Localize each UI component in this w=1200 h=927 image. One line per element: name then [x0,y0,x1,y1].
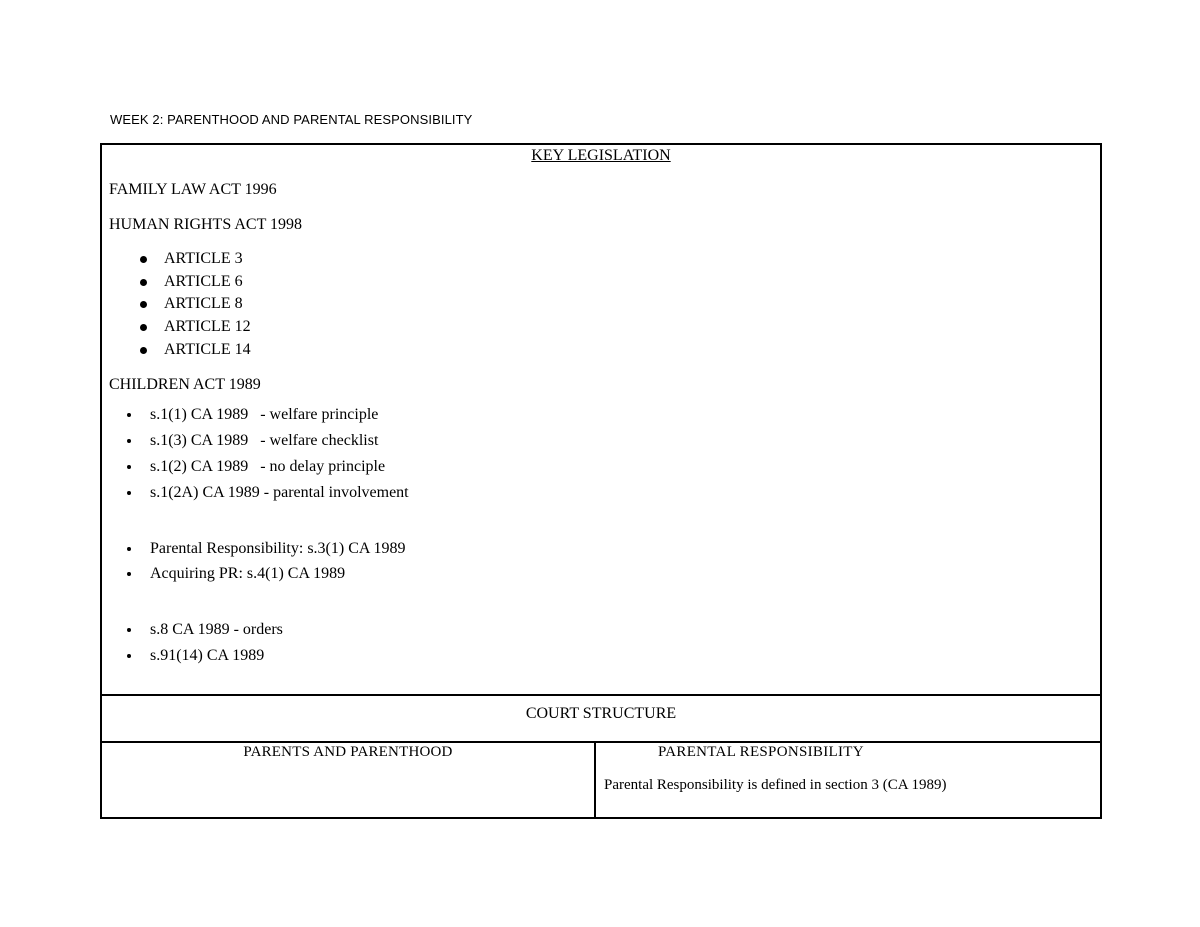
bullet-icon [127,654,131,658]
bullet-icon [140,324,147,331]
section-label: s.8 CA 1989 - orders [150,621,283,638]
section-label: s.1(2) CA 1989 - no delay principle [150,458,386,475]
article-label: ARTICLE 3 [164,250,243,267]
article-label: ARTICLE 14 [164,341,251,358]
article-label: ARTICLE 8 [164,295,243,312]
section-label: s.1(3) CA 1989 - welfare checklist [150,432,379,449]
section-label: Acquiring PR: s.4(1) CA 1989 [150,565,346,582]
key-legislation-cell [102,145,1100,696]
key-legislation-title: KEY LEGISLATION [531,147,671,164]
parental-responsibility-cell [596,743,1100,817]
parental-responsibility-text: Parental Responsibility is defined in section 3 (CA 1989) [604,777,947,793]
bullet-icon [127,628,131,632]
human-rights-act-heading: HUMAN RIGHTS ACT 1998 [109,216,303,233]
parents-title: PARENTS AND PARENTHOOD [243,744,453,760]
family-law-act-heading: FAMILY LAW ACT 1996 [109,181,277,198]
section-label: s.1(1) CA 1989 - welfare principle [150,406,379,423]
article-label: ARTICLE 6 [164,273,243,290]
court-structure-cell [102,696,1100,743]
bullet-icon [140,256,147,263]
bullet-icon [127,572,131,576]
bullet-icon [140,279,147,286]
bullet-icon [140,301,147,308]
section-label: s.1(2A) CA 1989 - parental involvement [150,484,409,501]
court-structure-title: COURT STRUCTURE [525,705,677,722]
parents-cell [102,743,596,817]
section-label: Parental Responsibility: s.3(1) CA 1989 [150,540,406,557]
bullet-icon [127,547,131,551]
legislation-table [100,143,1102,819]
parental-responsibility-title: PARENTAL RESPONSIBILITY [658,744,864,760]
bullet-icon [140,347,147,354]
section-label: s.91(14) CA 1989 [150,647,265,664]
page-heading: WEEK 2: PARENTHOOD AND PARENTAL RESPONSIBILITY [110,112,473,127]
bullet-icon [127,439,131,443]
bullet-icon [127,413,131,417]
bullet-icon [127,465,131,469]
bottom-row [102,743,1100,817]
article-label: ARTICLE 12 [164,318,251,335]
bullet-icon [127,491,131,495]
children-act-heading: CHILDREN ACT 1989 [109,376,261,393]
